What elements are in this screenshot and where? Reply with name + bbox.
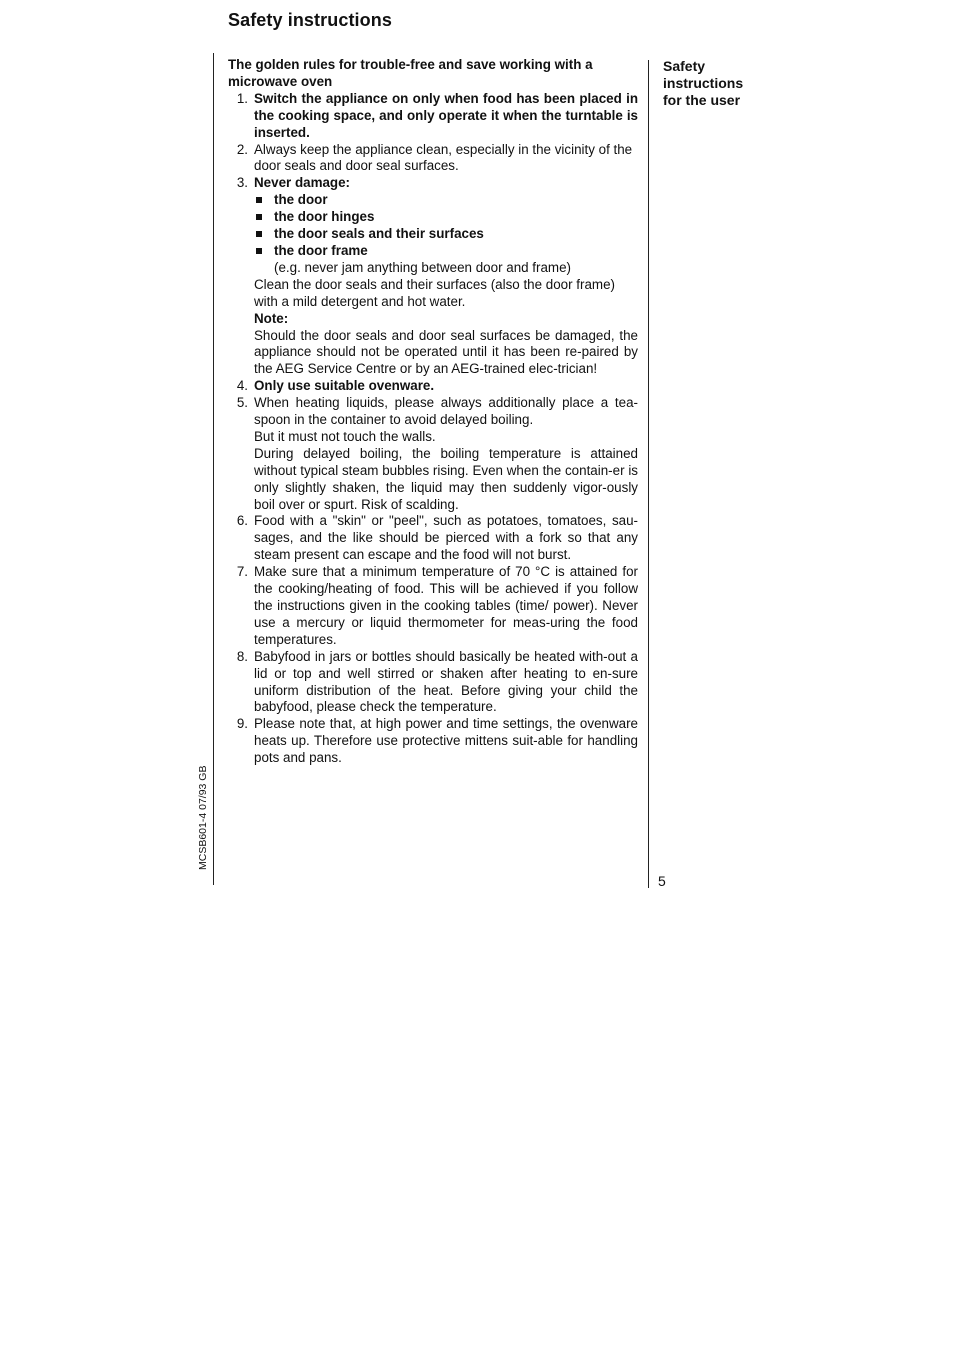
item-number: 3. — [236, 175, 248, 191]
item-text: When heating liquids, please always additionally place a tea-spoon in the container to avoid delayed boiling. — [254, 395, 638, 428]
sidebar-label-line: instructions — [663, 75, 744, 91]
sidebar-label-line: for the user — [663, 92, 741, 108]
note-text: Should the door seals and door seal surfaces be damaged, the appliance should not be operated until it has been re-paired by the AEG Service Centre or by an AEG-trained elec-trician! — [254, 327, 638, 377]
rule-item-3 — [228, 175, 638, 378]
item-text: Always keep the appliance clean, especially in the vicinity of the door seals and door seal surfaces. — [254, 141, 633, 174]
item-number: 9. — [236, 716, 248, 732]
example-text: (e.g. never jam anything between door and frame) — [274, 259, 571, 275]
bullet-text: the door seals and their surfaces — [274, 226, 484, 242]
item-number: 5. — [236, 395, 248, 411]
note-label: Note: — [254, 310, 289, 326]
item-text: Babyfood in jars or bottles should basically be heated with-out a lid or top and well stirred or shaken after heating to en-sure uniform distribution of the heat. Before giving your child the babyfood, please check the temperature. — [254, 648, 638, 715]
item-text: Please note that, at high power and time settings, the ovenware heats up. Therefore use protective mittens suit-able for handling pots and pans. — [254, 716, 638, 766]
cleaning-text: Clean the door seals and their surfaces (also the door frame) with a mild detergent and hot water. — [254, 276, 615, 309]
item-text: Switch the appliance on only when food has been placed in the cooking space, and only operate it when the turntable is inserted. — [254, 90, 638, 140]
bullet-item — [254, 192, 638, 209]
sidebar-label-line: Safety — [663, 58, 706, 74]
rule-item-5 — [228, 395, 638, 513]
square-bullet-icon — [256, 248, 262, 254]
left-margin-rule — [213, 53, 214, 885]
rule-item-4 — [228, 378, 638, 395]
square-bullet-icon — [256, 231, 262, 237]
bullet-item — [254, 209, 638, 226]
item-number: 2. — [236, 141, 248, 157]
item-number: 8. — [236, 648, 248, 664]
bullet-text: the door — [274, 192, 328, 208]
bullet-text: the door hinges — [274, 209, 375, 225]
rule-item-8 — [228, 649, 638, 717]
item-text-continued: During delayed boiling, the boiling temperature is attained without typical steam bubbles rising. Even when the contain-er is only slightly shaken, the liquid may then suddenly vigor-ously boil over or spurt. Risk of scalding. — [254, 445, 638, 512]
item-text-continued: But it must not touch the walls. — [254, 428, 436, 444]
item-number: 4. — [236, 378, 248, 394]
intro-heading: The golden rules for trouble-free and save working with a microwave oven — [228, 57, 593, 89]
rule-item-1 — [228, 91, 638, 142]
page-number: 5 — [658, 873, 666, 889]
page-title: Safety instructions — [228, 10, 392, 30]
item-text: Only use suitable ovenware. — [254, 378, 435, 394]
item-number: 7. — [236, 564, 248, 580]
rule-item-7 — [228, 564, 638, 649]
right-margin-rule — [648, 60, 649, 888]
item-number: 1. — [236, 90, 248, 106]
bullet-item — [254, 243, 638, 260]
item-text: Make sure that a minimum temperature of 70 °C is attained for the cooking/heating of food. This will be achieved if you follow the instructions given in the cooking tables (time/ power). Never use a mercury or liquid thermometer for meas-uring the food temperatures. — [254, 564, 638, 647]
item-text: Food with a "skin" or "peel", such as potatoes, tomatoes, sau-sages, and the like should be pierced with a fork so that any steam present can escape and the food will not burst. — [254, 513, 638, 563]
square-bullet-icon — [256, 197, 262, 203]
bullet-item — [254, 226, 638, 243]
item-number: 6. — [236, 513, 248, 529]
square-bullet-icon — [256, 214, 262, 220]
bullet-text: the door frame — [274, 242, 368, 258]
document-code: MCSB601-4 07/93 GB — [197, 765, 209, 870]
item-title: Never damage: — [254, 175, 351, 191]
rule-item-9 — [228, 716, 638, 767]
main-text-column — [228, 57, 638, 767]
rule-item-6 — [228, 513, 638, 564]
sidebar-section-label — [663, 58, 783, 109]
rule-item-2 — [228, 142, 638, 176]
